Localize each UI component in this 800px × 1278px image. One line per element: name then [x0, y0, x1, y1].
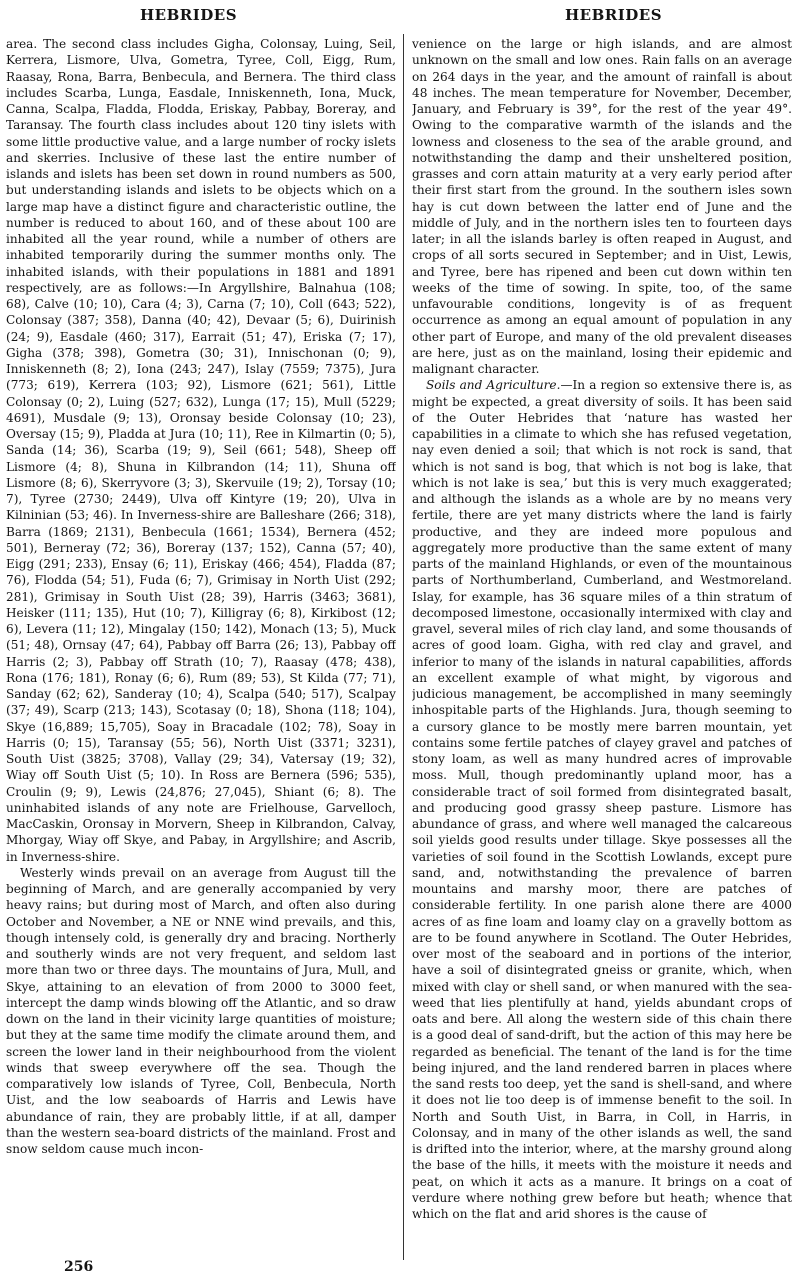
right-column	[412, 36, 792, 1258]
header-title-left: HEBRIDES	[140, 6, 238, 24]
right-paragraph-soils	[412, 377, 792, 1222]
page-number: 256	[64, 1259, 94, 1275]
running-header	[0, 4, 800, 26]
column-divider	[403, 34, 404, 1260]
left-paragraph-climate: Westerly winds prevail on an average from August till the beginning of March, and are generally accompanied by very heavy rains; but during most of March, and often also during October and November, a NE or NNE wind prevails, and this, though intensely cold, is generally dry and bracing. Northerly and southerly winds are not very frequent, and seldom last more than two or three days. The mountains of Jura, Mull, and Skye, attaining to an elevation of from 2000 to 3000 feet, intercept the damp winds blowing off the Atlantic, and so draw down on the land in their vicinity large quantities of moisture; but they at the same time modify the climate around them, and screen the lower land in their neighbourhood from the violent winds that sweep everywhere off the sea. Though the comparatively low islands of Tyree, Coll, Benbecula, North Uist, and the low seaboards of Harris and Lewis have abundance of rain, they are probably little, if at all, damper than the western sea-board districts of the mainland. Frost and snow seldom cause much incon-	[6, 865, 396, 1156]
soils-text: —In a region so extensive there is, as might be expected, a great diversity of soils. It has been said of the Outer Hebrides that ‘nature has wasted her capabilities in a climate to which she has refused vegetation, nay even denied a soil; that which is not rock is sand, that which is not sand is bog, that which is not bog is lake, that which is not lake is sea,’ but this is very much exaggerated; and although the islands as a whole are by no means very fertile, there are yet many districts where the land is fairly productive, and they are indeed more populous and aggregately more productive than the same extent of many parts of the mainland Highlands, or even of the mountainous parts of Northumberland, Cumberland, and Westmoreland. Islay, for example, has 36 square miles of a thin stratum of decomposed limestone, occasionally intermixed with clay and gravel, several miles of rich clay land, and some thousands of acres of good loam. Gigha, with red clay and gravel, and inferior to many of the islands in natural capabilities, affords an excellent example of what might, by vigorous and judicious management, be accomplished in many seemingly inhospitable parts of the Highlands. Jura, though seeming to a cursory glance to be mostly mere barren mountain, yet contains some fertile patches of clayey gravel and patches of stony loam, as well as many hundred acres of improvable moss. Mull, though predominantly upland moor, has a considerable tract of soil formed from disintegrated basalt, and producing good grassy sheep pasture. Lismore has abundance of grass, and where well managed the calcareous soil yields good results under tillage. Skye possesses all the varieties of soil found in the Scottish Lowlands, except pure sand, and, notwithstanding the prevalence of barren mountains and marshy moor, there are patches of considerable fertility. In one parish alone there are 4000 acres of as fine loam and loamy clay on a gravelly bottom as are to be found anywhere in Scotland. The Outer Hebrides, over most of the seaboard and in portions of the interior, have a soil of disintegrated gneiss or granite, which, when mixed with clay or shell sand, or when manured with the sea-weed that lies plentifully at hand, yields abundant crops of oats and bere. All along the western side of this chain there is a good deal of sand-drift, but the action of this may here be regarded as beneficial. The tenant of the land is for the time being injured, and the land rendered barren in places where the sand rests too deep, yet the sand is shell-sand, and where it does not lie too deep is of immense benefit to the soil. In North and South Uist, in Barra, in Coll, in Harris, in Colonsay, and in many of the other islands as well, the sand is drifted into the interior, where, at the marshy ground along the base of the hills, it meets with the moisture it needs and peat, on which it acts as a manure. It brings on a coat of verdure where nothing grew before but heath; whence that which on the flat and arid shores is the cause of	[412, 378, 792, 1221]
left-paragraph-population: area. The second class includes Gigha, Colonsay, Luing, Seil, Kerrera, Lismore, Ulva, Gometra, Tyree, Coll, Eigg, Rum, Raasay, Rona, Barra, Benbecula, and Bernera. The third class includes Scarba, Lunga, Easdale, Inniskenneth, Iona, Muck, Canna, Scalpa, Fladda, Flodda, Eriskay, Pabbay, Boreray, and Taransay. The fourth class includes about 120 tiny islets with some little productive value, and a large number of rocky islets and skerries. Inclusive of these last the entire number of islands and islets has been set down in round numbers as 500, but understanding islands and islets to be objects which on a large map have a distinct figure and characteristic outline, the number is reduced to about 160, and of these about 100 are inhabited all the year round, while a number of others are inhabited temporarily during the summer months only. The inhabited islands, with their populations in 1881 and 1891 respectively, are as follows:—In Argyllshire, Balnahua (108; 68), Calve (10; 10), Cara (4; 3), Carna (7; 10), Coll (643; 522), Colonsay (387; 358), Danna (40; 42), Devaar (5; 6), Duirinish (24; 9), Easdale (460; 317), Earrait (51; 47), Eriska (7; 17), Gigha (378; 398), Gometra (30; 31), Innischonan (0; 9), Inniskenneth (8; 2), Iona (243; 247), Islay (7559; 7375), Jura (773; 619), Kerrera (103; 92), Lismore (621; 561), Little Colonsay (0; 2), Luing (527; 632), Lunga (17; 15), Mull (5229; 4691), Musdale (9; 13), Oronsay beside Colonsay (10; 23), Oversay (15; 9), Pladda at Jura (10; 11), Ree in Kilmartin (0; 5), Sanda (14; 36), Scarba (19; 9), Seil (661; 548), Sheep off Lismore (4; 8), Shuna in Kilbrandon (14; 11), Shuna off Lismore (8; 6), Skerryvore (3; 3), Skervuile (19; 2), Torsay (10; 7), Tyree (2730; 2449), Ulva off Kintyre (19; 20), Ulva in Kilninian (53; 46). In Inverness-shire are Balleshare (266; 318), Barra (1869; 2131), Benbecula (1661; 1534), Bernera (452; 501), Berneray (72; 36), Boreray (137; 152), Canna (57; 40), Eigg (291; 233), Ensay (6; 11), Eriskay (466; 454), Fladda (87; 76), Flodda (54; 51), Fuda (6; 7), Grimisay in North Uist (292; 281), Grimisay in South Uist (28; 39), Harris (3463; 3681), Heisker (111; 135), Hut (10; 7), Killigray (6; 8), Kirkibost (12; 6), Levera (11; 12), Mingalay (150; 142), Monach (13; 5), Muck (51; 48), Ornsay (47; 64), Pabbay off Barra (26; 13), Pabbay off Harris (2; 3), Pabbay off Strath (10; 7), Raasay (478; 438), Rona (176; 181), Ronay (6; 6), Rum (89; 53), St Kilda (77; 71), Sanday (62; 62), Sanderay (10; 4), Scalpa (540; 517), Scalpay (37; 49), Scarp (213; 143), Scotasay (0; 18), Shona (118; 104), Skye (16,889; 15,705), Soay in Bracadale (102; 78), Soay in Harris (0; 15), Taransay (55; 56), North Uist (3371; 3231), South Uist (3825; 3708), Vallay (29; 34), Vatersay (19; 32), Wiay off South Uist (5; 10). In Ross are Bernera (596; 535), Croulin (9; 9), Lewis (24,876; 27,045), Shiant (6; 8). The uninhabited islands of any note are Frielhouse, Garvelloch, MacCaskin, Oronsay in Morvern, Sheep in Kilbrandon, Calvay, Mhorgay, Wiay off Skye, and Pabay, in Argyllshire; and Ascrib, in Inverness-shire.	[6, 37, 396, 864]
left-column	[6, 36, 396, 1258]
section-heading-soils: Soils and Agriculture.	[426, 378, 561, 393]
right-paragraph-climate-cont: venience on the large or high islands, and are almost unknown on the small and low ones. Rain falls on an average on 264 days in the year, and the amount of rainfall is about 48 inches. The mean temperature for November, December, January, and February is 39°, for the rest of the year 49°. Owing to the comparative warmth of the islands and the lowness and closeness to the sea of the arable ground, and notwithstanding the damp and their unsheltered position, grasses and corn attain maturity at a very early period after their first start from the ground. In the southern isles sown hay is cut down between the latter end of June and the middle of July, and in the northern isles ten to fourteen days later; in all the islands barley is often reaped in August, and crops of all sorts secured in September; and in Uist, Lewis, and Tyree, bere has ripened and been cut down within ten weeks of the time of sowing. In spite, too, of the same unfavourable conditions, longevity is of as frequent occurrence as among an equal amount of population in any other part of Europe, and many of the old prevalent diseases are here, just as on the mainland, losing their epidemic and malignant character.	[412, 37, 792, 376]
header-title-right: HEBRIDES	[565, 6, 663, 24]
